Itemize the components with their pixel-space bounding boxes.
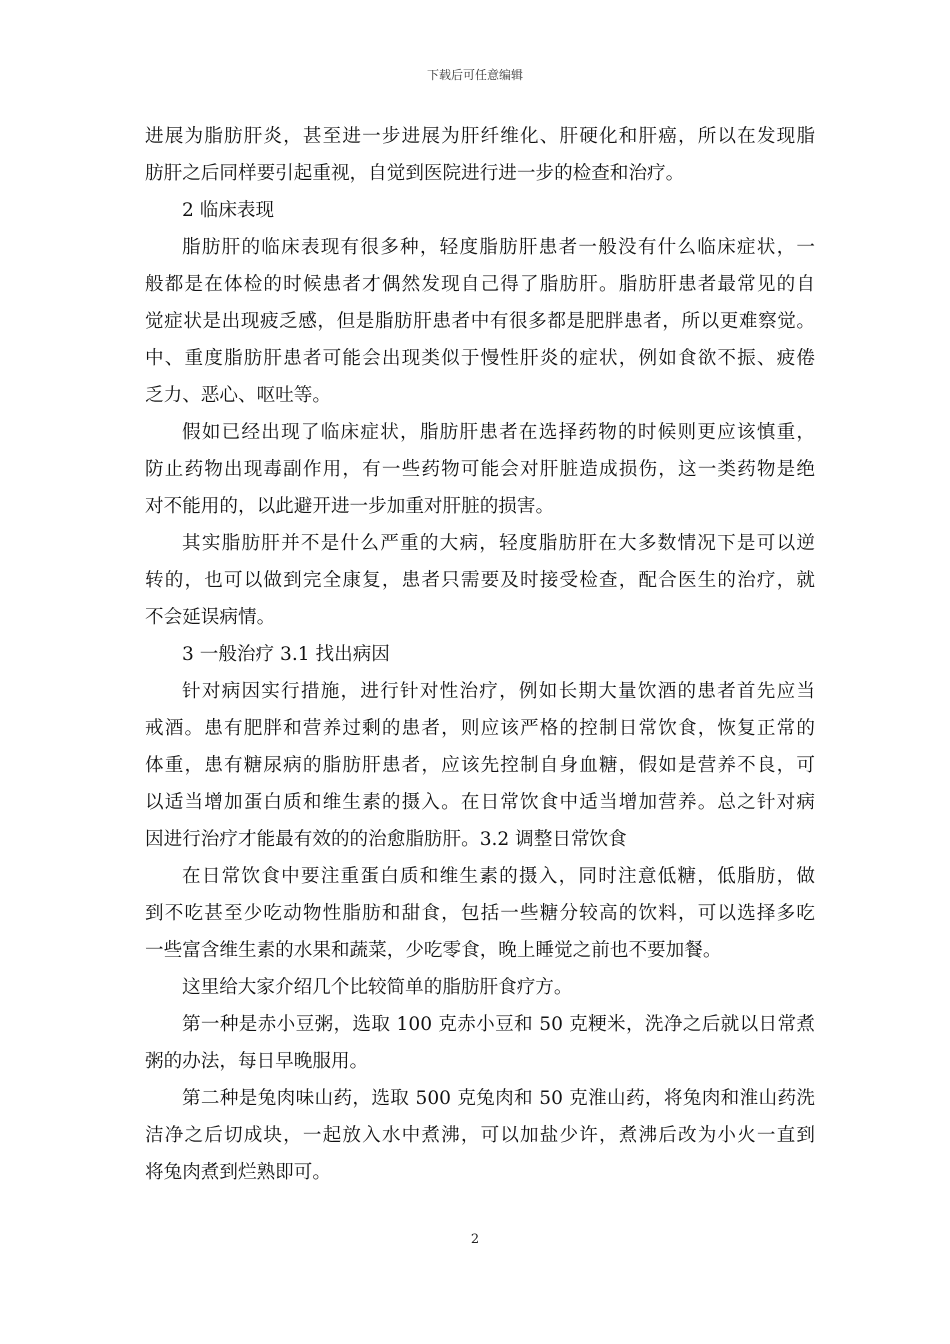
text-line: 脂肪肝的临床表现有很多种，轻度脂肪肝患者一般没有什么临床症状，一 [182, 237, 815, 258]
text-line: 进展为脂肪肝炎，甚至进一步进展为肝纤维化、肝硬化和肝癌，所以在发现脂 [145, 126, 815, 147]
text-line: 转的，也可以做到完全康复，患者只需要及时接受检查，配合医生的治疗，就 [145, 570, 815, 591]
text-line: 对不能用的，以此避开进一步加重对肝脏的损害。 [145, 496, 555, 517]
text-line: 其实脂肪肝并不是什么严重的大病，轻度脂肪肝在大多数情况下是可以逆 [182, 533, 815, 554]
document-body [145, 118, 815, 1191]
text-line: 不会延误病情。 [145, 607, 276, 628]
text-line: 2 临床表现 [182, 200, 275, 221]
text-line: 在日常饮食中要注重蛋白质和维生素的摄入，同时注意低糖，低脂肪，做 [182, 866, 815, 887]
text-line: 粥的办法，每日早晚服用。 [145, 1051, 369, 1072]
text-line: 假如已经出现了临床症状，脂肪肝患者在选择药物的时候则更应该慎重， [182, 422, 815, 443]
text-line: 3 一般治疗 3.1 找出病因 [182, 644, 390, 665]
text-line: 以适当增加蛋白质和维生素的摄入。在日常饮食中适当增加营养。总之针对病 [145, 792, 815, 813]
text-line: 中、重度脂肪肝患者可能会出现类似于慢性肝炎的症状，例如食欲不振、疲倦 [145, 348, 815, 369]
text-line: 因进行治疗才能最有效的的治愈脂肪肝。3.2 调整日常饮食 [145, 829, 627, 850]
text-line: 将兔肉煮到烂熟即可。 [145, 1162, 331, 1183]
text-line: 戒酒。患有肥胖和营养过剩的患者，则应该严格的控制日常饮食，恢复正常的 [145, 718, 815, 739]
page-number: 2 [470, 1232, 480, 1247]
text-line: 乏力、恶心、呕吐等。 [145, 385, 331, 406]
text-line: 第二种是兔肉味山药，选取 500 克兔肉和 50 克淮山药，将兔肉和淮山药洗 [182, 1088, 815, 1109]
page-header: 下载后可任意编辑 [426, 68, 523, 82]
text-line: 洁净之后切成块，一起放入水中煮沸，可以加盐少许，煮沸后改为小火一直到 [145, 1125, 815, 1146]
text-line: 到不吃甚至少吃动物性脂肪和甜食，包括一些糖分较高的饮料，可以选择多吃 [145, 903, 815, 924]
text-line: 防止药物出现毒副作用，有一些药物可能会对肝脏造成损伤，这一类药物是绝 [145, 459, 815, 480]
text-line: 般都是在体检的时候患者才偶然发现自己得了脂肪肝。脂肪肝患者最常见的自 [145, 274, 815, 295]
text-line: 一些富含维生素的水果和蔬菜，少吃零食，晚上睡觉之前也不要加餐。 [145, 940, 722, 961]
text-line: 针对病因实行措施，进行针对性治疗，例如长期大量饮酒的患者首先应当 [182, 681, 815, 702]
text-line: 肪肝之后同样要引起重视，自觉到医院进行进一步的检查和治疗。 [145, 163, 685, 184]
text-line: 第一种是赤小豆粥，选取 100 克赤小豆和 50 克粳米，洗净之后就以日常煮 [182, 1014, 815, 1035]
text-line: 体重，患有糖尿病的脂肪肝患者，应该先控制自身血糖，假如是营养不良，可 [145, 755, 815, 776]
text-line: 觉症状是出现疲乏感，但是脂肪肝患者中有很多都是肥胖患者，所以更难察觉。 [145, 311, 815, 332]
text-line: 这里给大家介绍几个比较简单的脂肪肝食疗方。 [182, 977, 573, 998]
